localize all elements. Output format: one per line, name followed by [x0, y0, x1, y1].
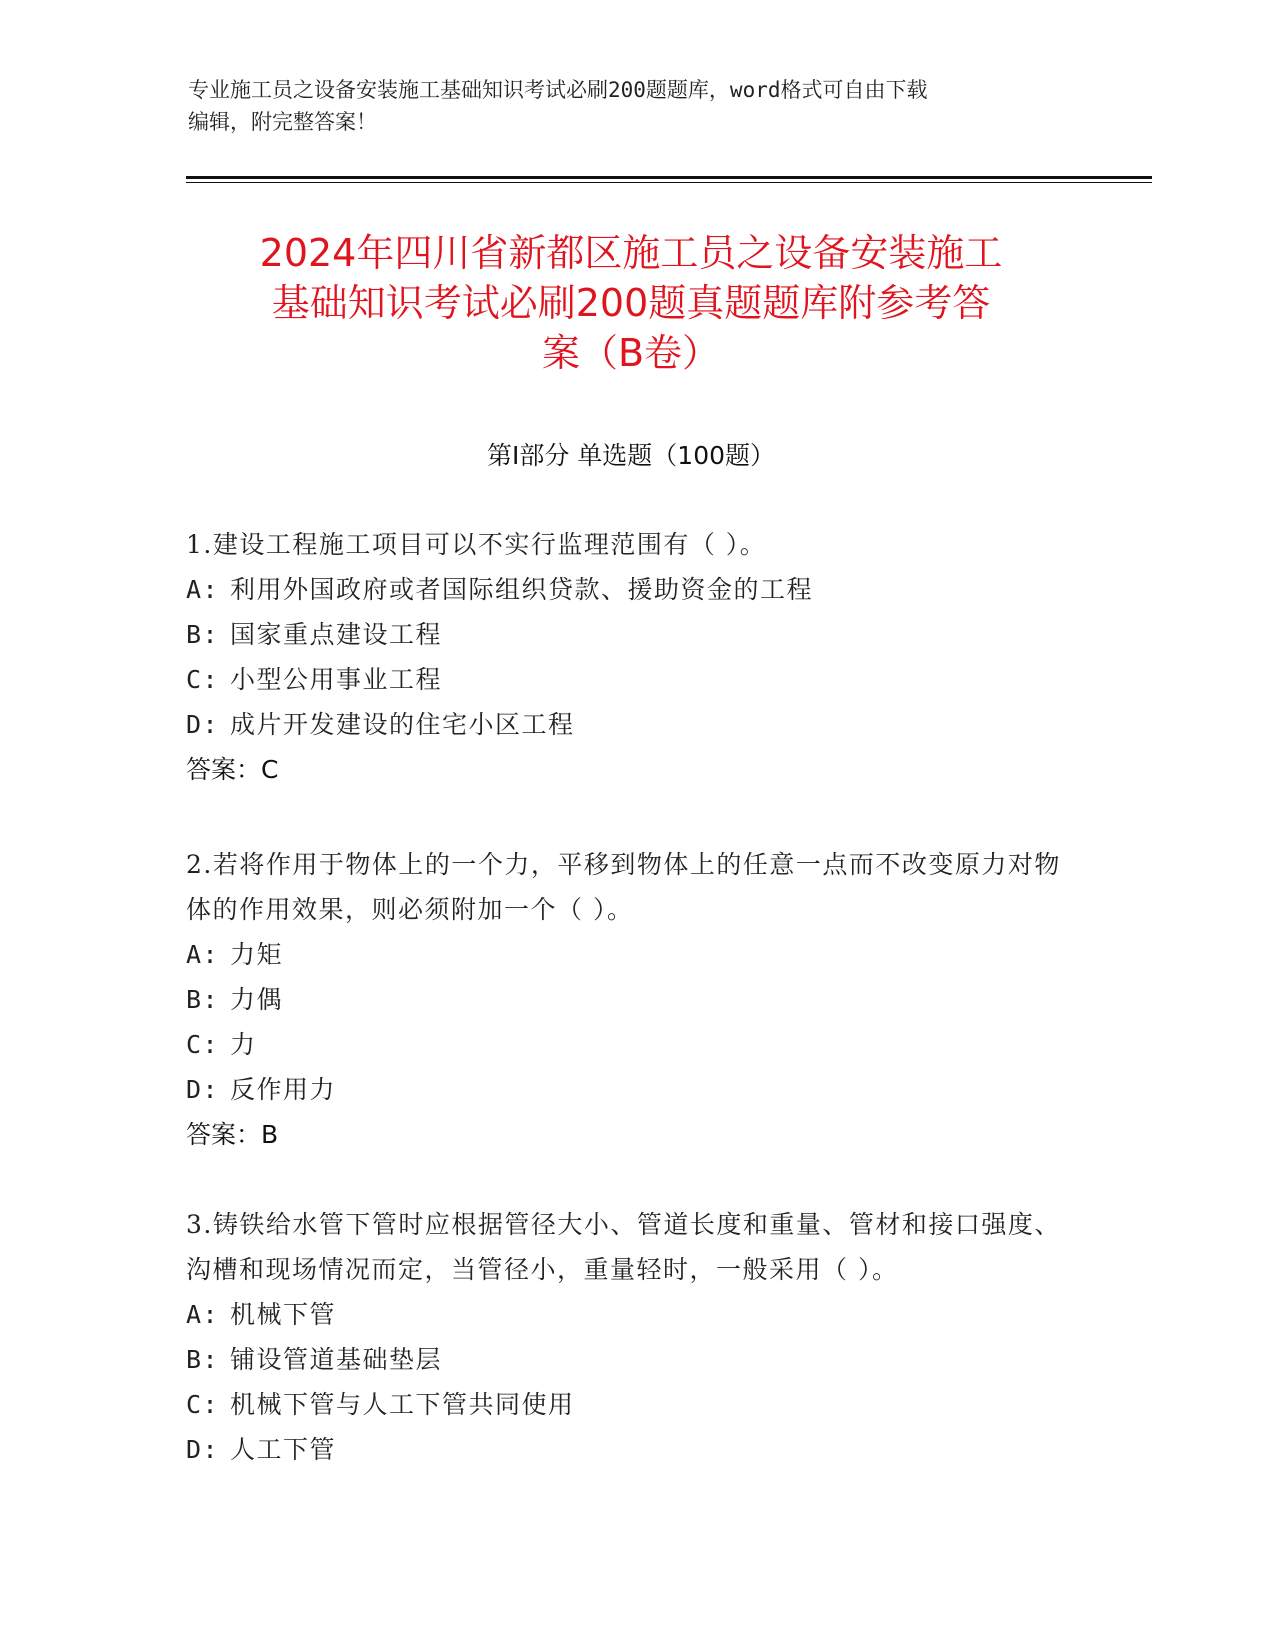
option-d — [186, 1427, 1066, 1472]
option-a — [186, 567, 1066, 612]
option-text: 力偶 — [230, 985, 284, 1014]
option-a — [186, 1292, 1066, 1337]
option-letter: C: — [186, 665, 220, 694]
document-title — [186, 228, 1076, 378]
section-heading: 第Ⅰ部分 单选题（100题） — [486, 441, 776, 470]
document-title-line-1: 2024年四川省新都区施工员之设备安装施工 — [259, 231, 1003, 275]
option-text: 机械下管与人工下管共同使用 — [230, 1390, 575, 1419]
option-letter: D: — [186, 1075, 220, 1104]
option-letter: A: — [186, 1300, 220, 1329]
option-text: 小型公用事业工程 — [230, 665, 443, 694]
answer: 答案：B — [186, 1120, 279, 1149]
option-c — [186, 657, 1066, 702]
option-text: 国家重点建设工程 — [230, 620, 443, 649]
option-letter: B: — [186, 620, 220, 649]
option-letter: C: — [186, 1390, 220, 1419]
question-2 — [186, 842, 1066, 1158]
option-letter: B: — [186, 985, 220, 1014]
option-b — [186, 977, 1066, 1022]
option-text: 力 — [230, 1030, 257, 1059]
option-text: 成片开发建设的住宅小区工程 — [230, 710, 575, 739]
question-stem: 1.建设工程施工项目可以不实行监理范围有（ ）。 — [186, 530, 767, 559]
question-stem: 3.铸铁给水管下管时应根据管径大小、管道长度和重量、管材和接口强度、沟槽和现场情况而定，当管径小，重量轻时，一般采用（ ）。 — [186, 1210, 1061, 1284]
document-title-line-3: 案（B卷） — [541, 331, 721, 375]
option-c — [186, 1022, 1066, 1067]
document-title-line-2: 基础知识考试必刷200题真题题库附参考答 — [271, 281, 991, 325]
header-divider-thick — [186, 176, 1152, 179]
question-1 — [186, 522, 1066, 793]
question-3 — [186, 1202, 1066, 1472]
header-divider-thin — [186, 182, 1152, 183]
option-letter: B: — [186, 1345, 220, 1374]
header-note-line-1: 专业施工员之设备安装施工基础知识考试必刷200题题库，word格式可自由下载 — [188, 78, 928, 102]
answer: 答案：C — [186, 755, 279, 784]
option-letter: A: — [186, 940, 220, 969]
option-letter: D: — [186, 1435, 220, 1464]
option-c — [186, 1382, 1066, 1427]
option-d — [186, 1067, 1066, 1112]
question-stem: 2.若将作用于物体上的一个力，平移到物体上的任意一点而不改变原力对物体的作用效果，则必须附加一个（ ）。 — [186, 850, 1061, 924]
option-text: 机械下管 — [230, 1300, 337, 1329]
option-letter: D: — [186, 710, 220, 739]
option-letter: C: — [186, 1030, 220, 1059]
option-b — [186, 612, 1066, 657]
header-note-line-2: 编辑，附完整答案！ — [188, 110, 377, 134]
option-text: 铺设管道基础垫层 — [230, 1345, 443, 1374]
option-text: 利用外国政府或者国际组织贷款、援助资金的工程 — [230, 575, 814, 604]
option-text: 反作用力 — [230, 1075, 337, 1104]
option-b — [186, 1337, 1066, 1382]
option-d — [186, 702, 1066, 747]
option-a — [186, 932, 1066, 977]
option-text: 力矩 — [230, 940, 284, 969]
header-note — [188, 74, 1088, 138]
option-text: 人工下管 — [230, 1435, 337, 1464]
option-letter: A: — [186, 575, 220, 604]
